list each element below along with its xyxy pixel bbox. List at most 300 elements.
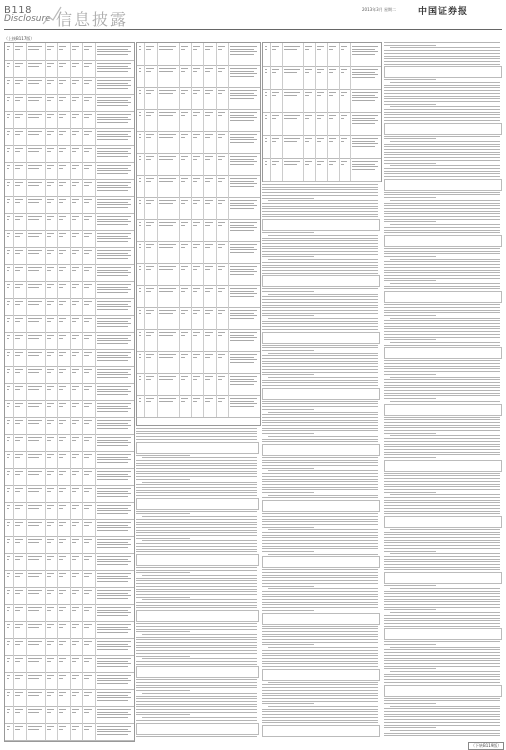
cell-text [97, 292, 128, 293]
cell-text [146, 376, 153, 377]
cell-text [265, 72, 267, 73]
cell-text [47, 63, 54, 64]
cell-text [205, 134, 212, 135]
cell-text [97, 122, 128, 123]
table-row [263, 66, 381, 90]
cell-text [84, 63, 92, 64]
cell-text [352, 161, 378, 162]
cell-text [72, 148, 80, 149]
cell-text [139, 200, 141, 201]
cell-text [28, 440, 39, 441]
cell-text [15, 658, 23, 659]
cell-text [146, 291, 150, 292]
text-line [384, 511, 500, 512]
cell-text [7, 457, 9, 458]
cell-text [15, 287, 20, 288]
cell-text [205, 203, 209, 204]
cell-text [97, 219, 128, 220]
cell-text [97, 581, 128, 582]
text-line [136, 607, 257, 608]
cell-text [28, 304, 39, 305]
cell-text [72, 508, 77, 509]
cell-text [305, 69, 312, 70]
cell-text [84, 168, 89, 169]
text-line [384, 569, 500, 570]
text-line [384, 722, 500, 723]
text-line [262, 580, 378, 581]
cell-text [284, 164, 297, 165]
cell-text [7, 301, 10, 302]
cell-text [28, 250, 42, 251]
cell-text [7, 355, 9, 356]
mini-table [136, 723, 259, 735]
cell-text [159, 222, 176, 223]
cell-text [72, 726, 80, 727]
cell-text [97, 641, 131, 642]
text-line [262, 417, 378, 418]
cell-text [59, 457, 64, 458]
cell-text [47, 97, 54, 98]
cell-text [97, 168, 128, 169]
cell-text [47, 202, 51, 203]
cell-text [317, 95, 321, 96]
cell-text [84, 148, 92, 149]
mini-table [262, 219, 380, 231]
cell-text [47, 287, 51, 288]
table-row [137, 65, 260, 88]
text-line [384, 368, 500, 369]
cell-text [97, 726, 131, 727]
cell-text [218, 68, 225, 69]
cell-text [97, 627, 128, 628]
cell-text [7, 556, 10, 557]
cell-text [139, 379, 141, 380]
text-line [384, 537, 500, 538]
cell-text [139, 266, 141, 267]
cell-text [230, 203, 254, 204]
cell-text [72, 627, 77, 628]
cell-text [15, 423, 20, 424]
cell-text [72, 216, 80, 217]
text-line [268, 647, 378, 648]
cell-text [72, 372, 77, 373]
cell-text [181, 200, 188, 201]
cell-text [97, 564, 128, 565]
cell-text [230, 95, 257, 96]
cell-text [139, 244, 141, 245]
cell-text [97, 54, 128, 55]
cell-text [146, 200, 153, 201]
cell-text [193, 247, 197, 248]
cell-text [7, 610, 9, 611]
cell-text [7, 491, 9, 492]
cell-text [15, 593, 20, 594]
cell-text [181, 68, 188, 69]
text-line [384, 446, 500, 447]
text-line [384, 152, 500, 153]
cell-text [15, 508, 20, 509]
cell-text [15, 573, 23, 574]
cell-text [15, 641, 23, 642]
cell-text [59, 202, 64, 203]
text-line [384, 473, 500, 474]
cell-text [97, 187, 131, 188]
cell-text [97, 338, 128, 339]
text-line [384, 288, 500, 289]
cell-text [15, 491, 20, 492]
cell-text [84, 542, 89, 543]
text-line [384, 668, 436, 669]
text-line [262, 468, 314, 469]
cell-text [15, 539, 23, 540]
holdings-table-right [262, 42, 382, 182]
cell-text [84, 165, 92, 166]
cell-text [317, 49, 321, 50]
cell-text [97, 610, 128, 611]
cell-text [15, 403, 23, 404]
text-line [384, 620, 500, 621]
cell-text [47, 372, 51, 373]
cell-text [159, 288, 176, 289]
text-line [136, 535, 257, 536]
cell-text [72, 712, 77, 713]
text-line [384, 363, 500, 364]
text-line [390, 141, 500, 142]
text-line [262, 720, 378, 721]
cell-text [72, 114, 80, 115]
table-row [5, 366, 134, 384]
cell-text [139, 269, 141, 270]
cell-text [28, 678, 39, 679]
text-line [136, 685, 257, 686]
cell-text [72, 573, 80, 574]
cell-text [15, 729, 20, 730]
text-line [142, 693, 257, 694]
text-line [268, 436, 378, 437]
text-line [390, 377, 500, 378]
cell-text [28, 573, 42, 574]
text-line [384, 366, 500, 367]
cell-text [72, 644, 77, 645]
text-line [262, 265, 378, 266]
text-line [136, 487, 257, 488]
cell-text [15, 505, 23, 506]
cell-text [305, 118, 309, 119]
text-line [136, 661, 257, 662]
text-line [384, 45, 436, 46]
cell-text [205, 93, 209, 94]
cell-text [7, 250, 10, 251]
text-line [136, 687, 257, 688]
cell-text [139, 288, 141, 289]
cell-text [139, 71, 141, 72]
cell-text [230, 134, 257, 135]
cell-text [181, 332, 188, 333]
cell-text [181, 357, 185, 358]
text-line [384, 727, 436, 728]
cell-text [205, 357, 209, 358]
text-line [262, 256, 314, 257]
cell-text [97, 576, 128, 577]
cell-text [205, 115, 209, 116]
cell-text [97, 323, 131, 324]
cell-text [72, 335, 80, 336]
cell-text [47, 556, 54, 557]
cell-text [159, 71, 173, 72]
cell-text [352, 97, 378, 98]
cell-text [352, 46, 378, 47]
mini-table [262, 275, 380, 287]
cell-text [28, 233, 42, 234]
cell-text [146, 90, 153, 91]
cell-text [84, 695, 89, 696]
cell-text [59, 610, 64, 611]
cell-text [28, 556, 42, 557]
cell-text [7, 131, 10, 132]
cell-text [7, 66, 9, 67]
cell-text [205, 178, 212, 179]
cell-text [47, 406, 51, 407]
text-line [262, 631, 378, 632]
mini-table [384, 516, 502, 528]
text-line [262, 198, 314, 199]
table-row [137, 373, 260, 396]
table-row [5, 213, 134, 231]
text-line [262, 516, 378, 517]
cell-text [28, 318, 42, 319]
cell-text [72, 267, 80, 268]
text-line [262, 216, 378, 217]
cell-text [230, 46, 257, 47]
text-line [262, 385, 378, 386]
cell-text [218, 332, 225, 333]
cell-text [97, 369, 131, 370]
text-line [262, 425, 378, 426]
text-line [384, 444, 500, 445]
cell-text [7, 712, 9, 713]
cell-text [181, 335, 185, 336]
cell-text [139, 49, 141, 50]
cell-text [84, 389, 89, 390]
text-line [384, 138, 436, 139]
cell-text [7, 644, 9, 645]
cell-text [317, 141, 321, 142]
cell-text [7, 678, 9, 679]
cell-text [193, 225, 197, 226]
text-line [384, 50, 500, 51]
text-line [390, 588, 500, 589]
cell-text [47, 236, 51, 237]
cell-text [159, 269, 173, 270]
cell-text [193, 68, 200, 69]
cell-text [159, 376, 176, 377]
cell-text [329, 92, 336, 93]
cell-text [7, 539, 10, 540]
text-line [384, 660, 500, 661]
cell-text [284, 69, 300, 70]
cell-text [84, 117, 89, 118]
table-row [5, 451, 134, 469]
cell-text [146, 134, 153, 135]
cell-text [139, 137, 141, 138]
cell-text [47, 675, 54, 676]
cell-text [72, 168, 77, 169]
text-line [142, 516, 257, 517]
cell-text [84, 250, 92, 251]
cell-text [15, 219, 20, 220]
cell-text [59, 335, 67, 336]
text-line [136, 479, 190, 480]
cell-text [7, 233, 10, 234]
text-line [136, 645, 257, 646]
cell-text [97, 440, 128, 441]
cell-text [193, 181, 197, 182]
cell-text [97, 134, 128, 135]
cell-text [47, 114, 54, 115]
text-line [384, 398, 436, 399]
cell-text [84, 287, 89, 288]
cell-text [28, 729, 39, 730]
cell-text [59, 372, 64, 373]
cell-text [193, 376, 200, 377]
cell-text [28, 236, 39, 237]
table-row [5, 604, 134, 622]
cell-text [47, 525, 51, 526]
text-line [390, 612, 500, 613]
cell-text [218, 115, 222, 116]
cell-text [7, 641, 10, 642]
cell-text [146, 222, 153, 223]
cell-text [97, 272, 131, 273]
text-line [262, 714, 378, 715]
cell-text [329, 49, 333, 50]
cell-text [230, 186, 254, 187]
cell-text [205, 247, 209, 248]
cell-text [28, 627, 39, 628]
cell-text [193, 313, 197, 314]
text-line [384, 505, 500, 506]
cell-text [159, 313, 173, 314]
cell-text [15, 355, 20, 356]
cell-text [97, 488, 131, 489]
cell-text [84, 505, 92, 506]
cell-text [230, 357, 254, 358]
cell-text [317, 46, 324, 47]
text-line [262, 591, 378, 592]
cell-text [352, 69, 378, 70]
text-line [262, 690, 378, 691]
text-line [384, 261, 500, 262]
table-row [5, 298, 134, 316]
text-line [384, 278, 500, 279]
cell-text [146, 46, 153, 47]
cell-text [72, 539, 80, 540]
cell-text [329, 164, 333, 165]
cell-text [230, 112, 257, 113]
cell-text [59, 117, 64, 118]
text-line [262, 487, 378, 488]
table-row [137, 43, 260, 66]
table-row [5, 400, 134, 418]
cell-text [139, 398, 141, 399]
text-line [384, 79, 436, 80]
text-line [136, 679, 257, 680]
cell-text [205, 266, 212, 267]
cell-text [230, 183, 257, 184]
text-line [136, 532, 257, 533]
text-line [390, 553, 500, 554]
text-line [384, 644, 436, 645]
cell-text [352, 169, 375, 170]
cell-text [15, 236, 20, 237]
cell-text [230, 115, 254, 116]
cell-text [84, 46, 92, 47]
cell-text [72, 165, 80, 166]
cell-text [7, 253, 9, 254]
cell-text [15, 250, 23, 251]
cell-text [72, 284, 80, 285]
cell-text [159, 225, 173, 226]
cell-text [159, 93, 173, 94]
cell-text [84, 593, 89, 594]
cell-text [59, 491, 64, 492]
cell-text [59, 488, 67, 489]
cell-text [139, 291, 141, 292]
text-line [262, 288, 378, 289]
text-line [384, 194, 500, 195]
text-line [136, 436, 257, 437]
cell-text [97, 394, 128, 395]
cell-text [97, 561, 131, 562]
cell-text [265, 92, 267, 93]
text-line [262, 711, 378, 712]
text-line [262, 355, 378, 356]
cell-text [7, 542, 9, 543]
cell-text [84, 726, 92, 727]
cell-text [7, 576, 9, 577]
cell-text [159, 354, 176, 355]
cell-text [352, 95, 375, 96]
mini-table [262, 388, 380, 400]
cell-text [84, 712, 89, 713]
cell-text [84, 284, 92, 285]
cell-text [218, 401, 222, 402]
text-line [384, 168, 500, 169]
cell-text [97, 352, 131, 353]
text-line [262, 628, 378, 629]
table-row [263, 43, 381, 67]
cell-text [181, 90, 188, 91]
cell-text [59, 539, 67, 540]
cell-text [305, 72, 309, 73]
cell-text [28, 168, 39, 169]
cell-text [7, 454, 10, 455]
cell-text [72, 386, 80, 387]
cell-text [84, 474, 89, 475]
cell-text [97, 717, 128, 718]
table-row [137, 87, 260, 110]
cell-text [97, 85, 131, 86]
table-row [5, 706, 134, 724]
text-line [262, 650, 378, 651]
cell-text [7, 675, 10, 676]
cell-text [15, 131, 23, 132]
cell-text [15, 644, 20, 645]
cell-text [139, 112, 141, 113]
cell-text [59, 97, 67, 98]
cell-text [47, 46, 54, 47]
text-line [262, 599, 378, 600]
